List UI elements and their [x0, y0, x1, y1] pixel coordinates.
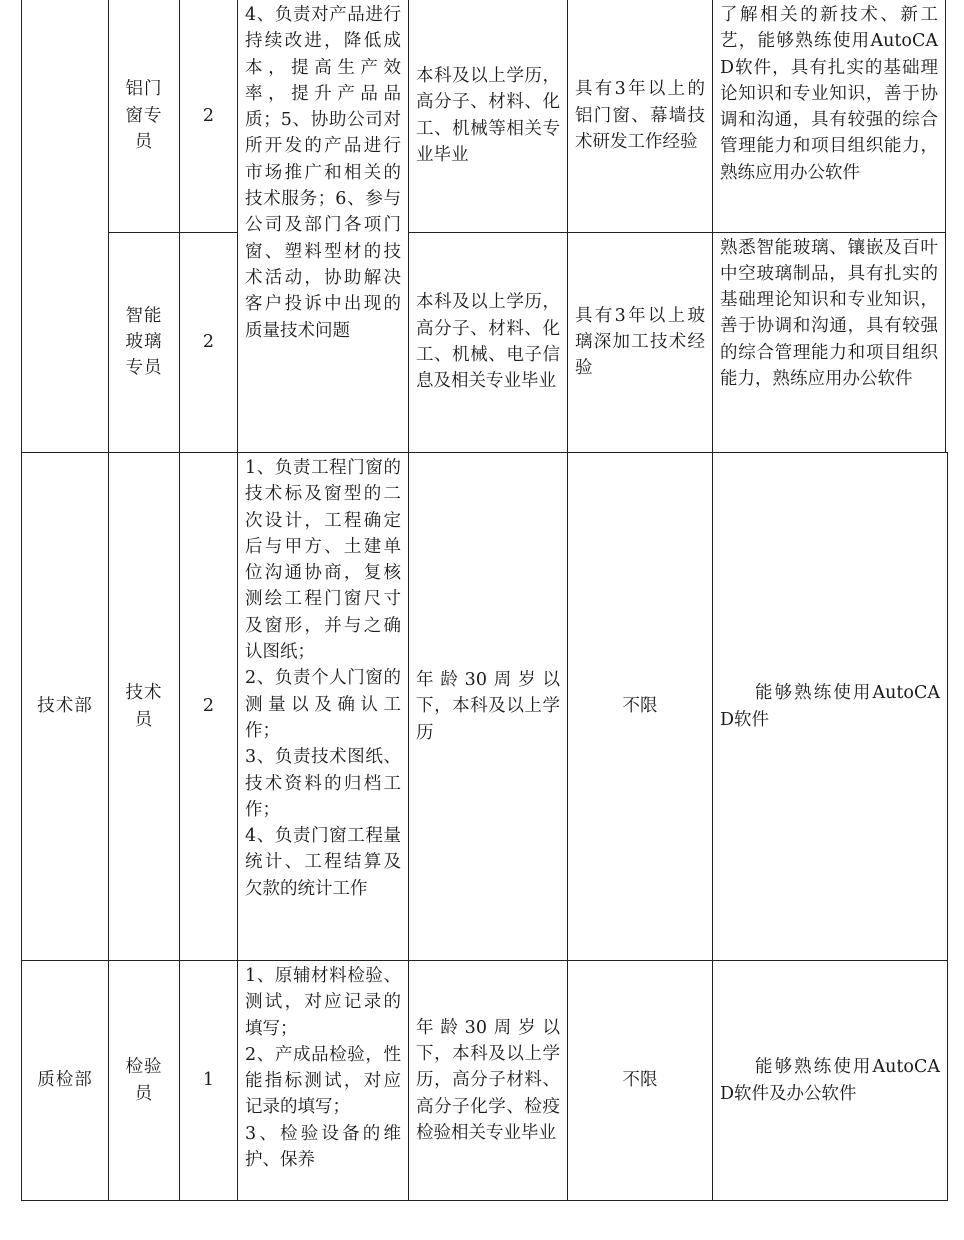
skills-cell: 能够熟练使用AutoCAD软件及办公软件: [713, 961, 948, 1201]
duty-item: 4、负责门窗工程量统计、工程结算及欠款的统计工作: [245, 826, 401, 899]
duties-cell: 4、负责对产品进行持续改进，降低成本，提高生产效率，提升产品品质；5、协助公司对所开发的产品进行市场推广和相关的技术服务；6、参与公司及部门各项门窗、塑料型材的技术活动，协助解决客户投诉中出现的质量技术问题: [238, 0, 409, 452]
experience-cell: 具有3年以上玻璃深加工技术经验: [568, 232, 713, 452]
department-cell: [22, 0, 109, 452]
recruitment-table-tech: [21, 452, 948, 961]
position-cell: 技术员: [109, 453, 180, 961]
education-cell: 本科及以上学历，高分子、材料、化工、机械等相关专业毕业: [409, 0, 568, 232]
table-row: [22, 961, 948, 1201]
duty-item: 3、负责技术图纸、技术资料的归档工作；: [245, 747, 401, 820]
experience-cell: 不限: [568, 961, 713, 1201]
duty-item: 1、原辅材料检验、测试，对应记录的填写；: [245, 966, 401, 1039]
duty-item: 1、负责工程门窗的技术标及窗型的二次设计，工程确定后与甲方、土建单位沟通协商，复核测绘工程门窗尺寸及窗形，并与之确认图纸；: [245, 458, 401, 663]
education-cell: 本科及以上学历，高分子、材料、化工、机械、电子信息及相关专业毕业: [409, 232, 568, 452]
position-cell: 检验员: [109, 961, 180, 1201]
education-cell: 年龄30周岁以下，本科及以上学历: [409, 453, 568, 961]
position-cell: 铝门窗专员: [109, 0, 180, 232]
skills-cell: 能够熟练使用AutoCAD软件: [713, 453, 948, 961]
duty-item: 3、检验设备的维护、保养: [245, 1123, 401, 1171]
department-cell: 质检部: [22, 961, 109, 1201]
duties-cell: [238, 453, 409, 961]
skills-cell: 熟悉智能玻璃、镶嵌及百叶中空玻璃制品，具有扎实的基础理论知识和专业知识，善于协调和沟通，具有较强的综合管理能力和项目组织能力，熟练应用办公软件: [713, 232, 946, 452]
recruitment-table-qc: [21, 960, 948, 1201]
table-row: [22, 232, 946, 452]
department-cell: 技术部: [22, 453, 109, 961]
count-cell: 2: [180, 0, 238, 232]
education-cell: 年龄30周岁以下，本科及以上学历，高分子材料、高分子化学、检疫检验相关专业毕业: [409, 961, 568, 1201]
count-cell: 2: [180, 232, 238, 452]
position-cell: 智能玻璃专员: [109, 232, 180, 452]
experience-cell: 具有3年以上的铝门窗、幕墙技术研发工作经验: [568, 0, 713, 232]
table-row: [22, 453, 948, 961]
table-row: [22, 0, 946, 232]
skills-cell: 了解相关的新技术、新工艺，能够熟练使用AutoCAD软件，具有扎实的基础理论知识和专业知识，善于协调和沟通，具有较强的综合管理能力和项目组织能力，熟练应用办公软件: [713, 0, 946, 232]
duty-item: 2、产成品检验，性能指标测试，对应记录的填写；: [245, 1044, 401, 1118]
experience-cell: 不限: [568, 453, 713, 961]
count-cell: 2: [180, 453, 238, 961]
count-cell: 1: [180, 961, 238, 1201]
duties-cell: [238, 961, 409, 1201]
duty-item: 2、负责个人门窗的测量以及确认工作；: [245, 668, 401, 741]
recruitment-table-upper: [21, 0, 946, 453]
